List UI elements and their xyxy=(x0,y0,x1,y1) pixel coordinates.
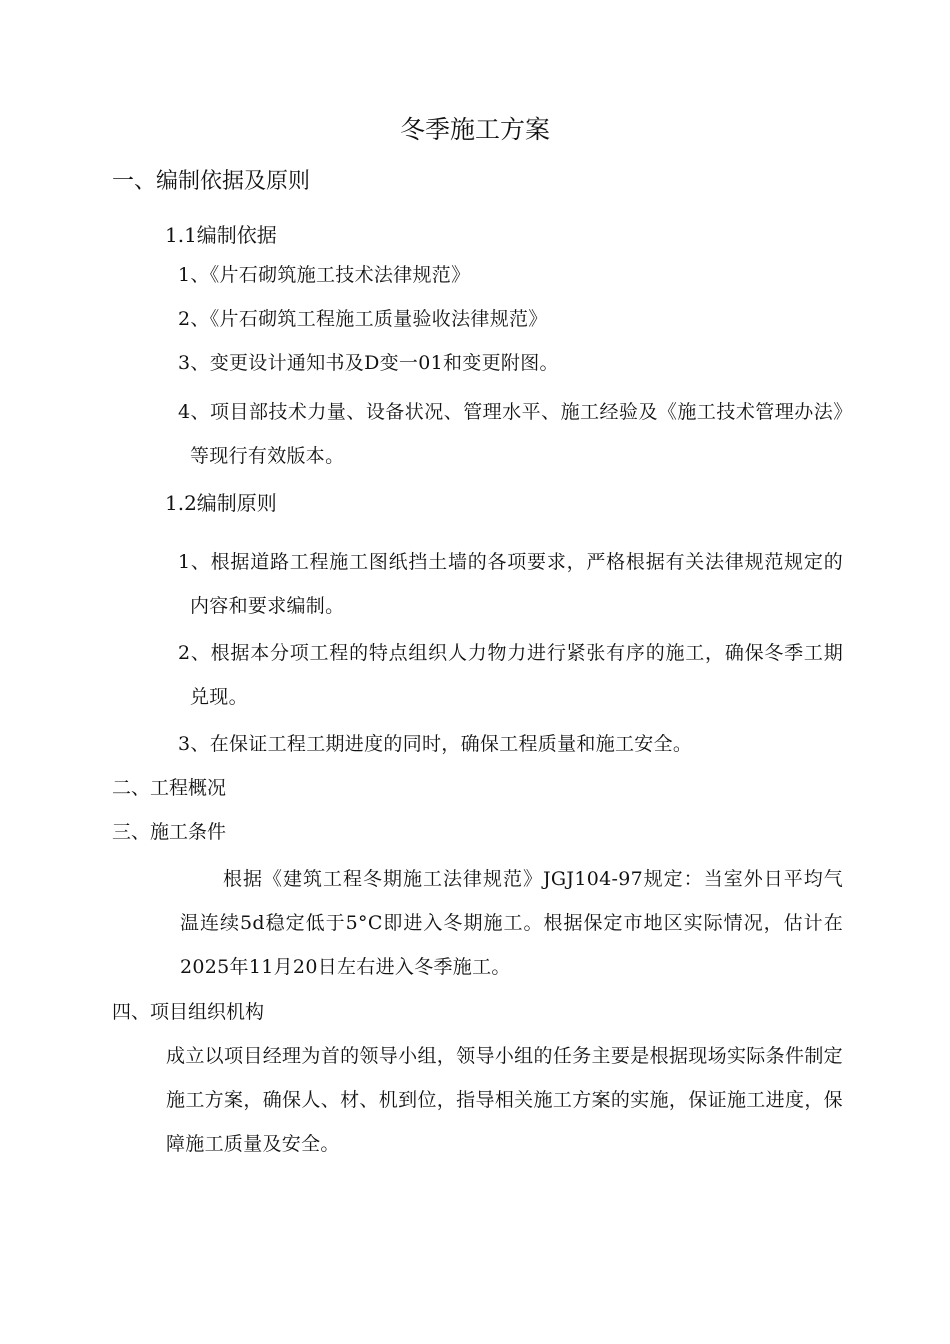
section-heading-conditions: 三、施工条件 xyxy=(112,821,227,843)
subsection-heading-basis: 1.1编制依据 xyxy=(165,223,277,247)
section-heading-basis: 一、编制依据及原则 xyxy=(112,169,311,194)
basis-item-4: 4、项目部技术力量、设备状况、管理水平、施工经验及《施工技术管理办法》等现行有效版本。 xyxy=(178,401,843,467)
document-title: 冬季施工方案 xyxy=(399,115,550,144)
section-heading-overview: 二、工程概况 xyxy=(112,777,227,799)
basis-item-3: 3、变更设计通知书及D变一01和变更附图。 xyxy=(178,352,559,374)
section-heading-organization: 四、项目组织机构 xyxy=(112,1001,265,1023)
principle-item-3: 3、在保证工程工期进度的同时，确保工程质量和施工安全。 xyxy=(178,733,693,755)
basis-item-2: 2、《片石砌筑工程施工质量验收法律规范》 xyxy=(178,308,548,330)
subsection-heading-principles: 1.2编制原则 xyxy=(165,491,277,515)
principle-item-2: 2、根据本分项工程的特点组织人力物力进行紧张有序的施工，确保冬季工期兑现。 xyxy=(178,642,843,708)
conditions-paragraph: 根据《建筑工程冬期施工法律规范》JGJ104-97规定：当室外日平均气温连续5d稳定低于5°C即进入冬期施工。根据保定市地区实际情况，估计在2025年11月20日左右进入冬季施工。 xyxy=(180,868,843,978)
organization-paragraph: 成立以项目经理为首的领导小组，领导小组的任务主要是根据现场实际条件制定施工方案，确保人、材、机到位，指导相关施工方案的实施，保证施工进度，保障施工质量及安全。 xyxy=(166,1045,843,1155)
principle-item-1: 1、根据道路工程施工图纸挡土墙的各项要求，严格根据有关法律规范规定的内容和要求编制。 xyxy=(178,551,843,617)
basis-item-1: 1、《片石砌筑施工技术法律规范》 xyxy=(178,264,471,286)
